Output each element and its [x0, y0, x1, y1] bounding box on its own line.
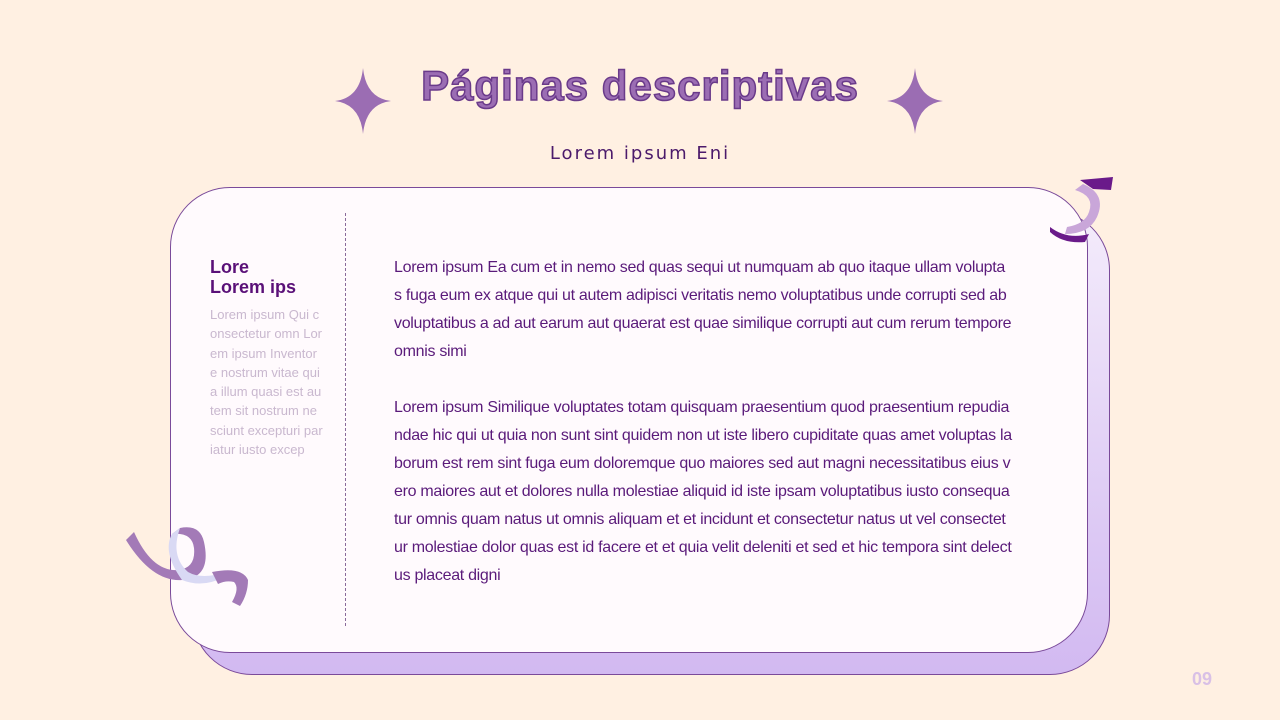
page-number: 09 — [1192, 669, 1213, 689]
sidebar-title-line2: Lorem ips — [210, 277, 297, 297]
page-title: Páginas descriptivas — [421, 62, 859, 109]
page-subtitle: Lorem ipsum Eni — [549, 143, 731, 164]
sidebar-body: Lorem ipsum Qui consectetur omn Lorem ipsum Inventore nostrum vitae quia illum quasi est autem sit nostrum nesciunt excepturi pariatur iusto excep — [210, 307, 323, 458]
ribbon-decoration-icon — [122, 522, 254, 612]
sidebar-title — [210, 257, 330, 297]
ribbon-decoration-icon — [1045, 172, 1120, 247]
sidebar-title-line1: Lore — [210, 257, 250, 277]
main-text — [394, 254, 1012, 618]
paragraph: Lorem ipsum Similique voluptates totam quisquam praesentium quod praesentium repudiandae hic qui ut quia non sunt sint quidem non ut iste libero cupiditate quas amet voluptas laborum est rem sint fuga eum doloremque quo maiores sed aut magni necessitatibus eius vero maiores aut et dolores nulla molestiae aliquid id iste ipsam voluptatibus iusto consequatur omnis quam natus ut omnis aliquam et et incidunt et consectetur natus ut vel consectetur molestiae dolor quas est id facere et et quia velit deleniti et sed et hic tempora sint delectus placeat digni — [394, 399, 1012, 584]
paragraph: Lorem ipsum Ea cum et in nemo sed quas sequi ut numquam ab quo itaque ullam voluptas fuga eum ex atque qui ut autem adipisci veritatis nemo voluptatibus unde corrupti sed ab voluptatibus a ad aut earum aut quaerat est quae similique corrupti aut cum rerum tempore omnis simi — [394, 259, 1012, 360]
dashed-divider — [345, 213, 346, 626]
